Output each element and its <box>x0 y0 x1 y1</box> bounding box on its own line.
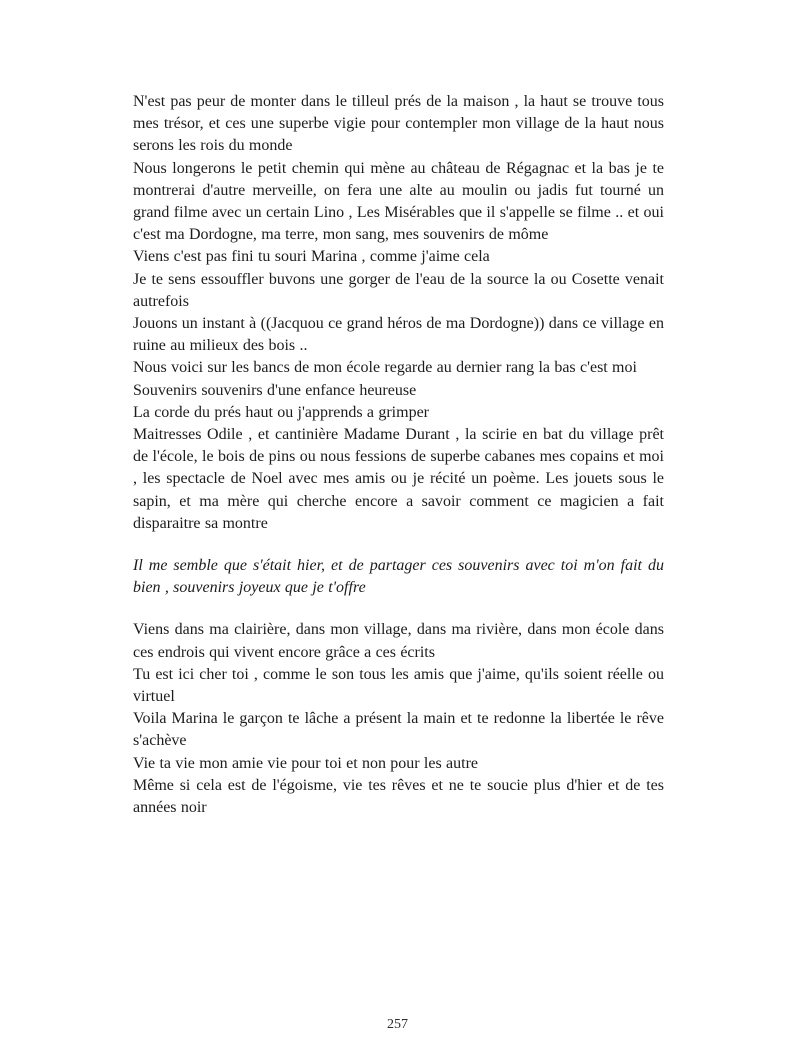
page-number: 257 <box>387 1017 408 1032</box>
paragraph: Tu est ici cher toi , comme le son tous les amis que j'aime, qu'ils soient réelle ou virtuel <box>133 665 664 706</box>
paragraph: Voila Marina le garçon te lâche a présent la main et te redonne la libertée le rêve s'achève <box>133 710 664 750</box>
paragraph: Même si cela est de l'égoisme, vie tes rêves et ne te soucie plus d'hier et de tes années noir <box>133 776 664 817</box>
paragraph: Nous longerons le petit chemin qui mène au château de Régagnac et la bas je te montrerai d'autre merveille, on fera une alte au moulin ou jadis fut tourné un grand filme avec un certain Lino , Les Misérables que il s'appelle se filme .. et oui c'est ma Dordogne, ma terre, mon sang, mes souvenirs de môme <box>133 159 664 244</box>
paragraph: Nous voici sur les bancs de mon école regarde au dernier rang la bas c'est moi <box>133 359 637 377</box>
paragraph: Maitresses Odile , et cantinière Madame Durant , la scirie en bat du village prêt de l'école, le bois de pins ou nous fessions de superbe cabanes mes copains et moi , les spectacle de Noel avec mes amis ou je récité un poème. Les jouets sous le sapin, et ma mère qui cherche encore a savoir comment ce magicien a fait disparaitre sa montre <box>133 426 664 532</box>
paragraph: Vie ta vie mon amie vie pour toi et non pour les autre <box>133 754 479 772</box>
paragraph: Viens c'est pas fini tu souri Marina , comme j'aime cela <box>133 248 490 266</box>
paragraph: Jouons un instant à ((Jacquou ce grand héros de ma Dordogne)) dans ce village en ruine au milieux des bois .. <box>133 315 664 355</box>
paragraph: Viens dans ma clairière, dans mon village, dans ma rivière, dans mon école dans ces endrois qui vivent encore grâce a ces écrits <box>133 621 664 661</box>
paragraph: La corde du prés haut ou j'apprends a grimper <box>133 403 430 421</box>
text-block <box>133 91 664 819</box>
paragraph: Il me semble que s'était hier, et de partager ces souvenirs avec toi m'on fait du bien , souvenirs joyeux que je t'offre <box>133 557 664 597</box>
paragraph: Souvenirs souvenirs d'une enfance heureuse <box>133 381 417 399</box>
paragraph: N'est pas peur de monter dans le tilleul prés de la maison , la haut se trouve tous mes trésor, et ces une superbe vigie pour contempler mon village de la haut nous serons les rois du monde <box>133 93 664 155</box>
paragraph: Je te sens essouffler buvons une gorger de l'eau de la source la ou Cosette venait autrefois <box>133 270 664 310</box>
